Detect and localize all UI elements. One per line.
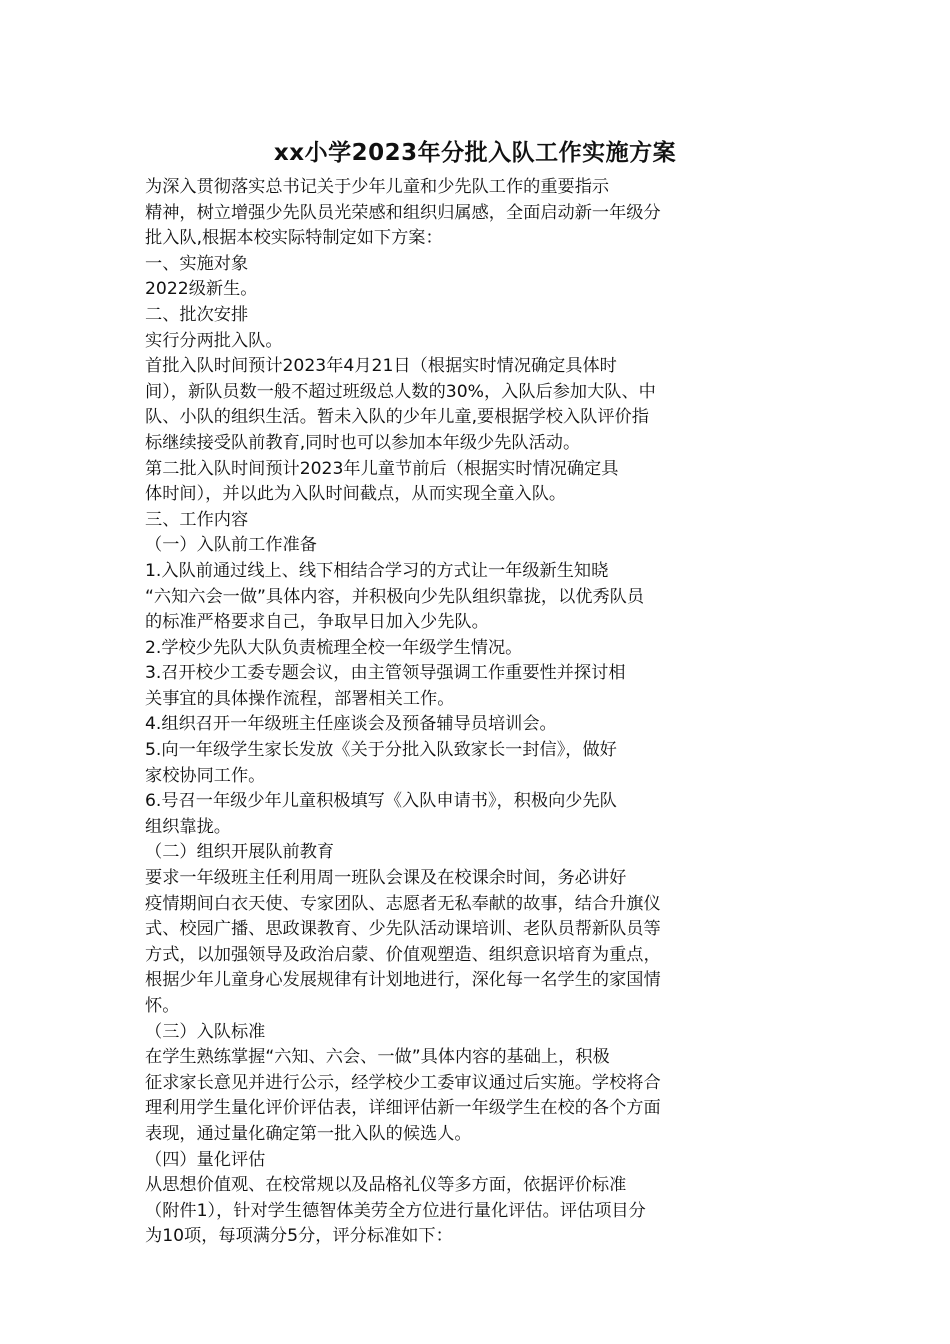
body-line: 2022级新生。 [145, 279, 258, 300]
body-line: 一、实施对象 [145, 253, 249, 274]
body-line: 要求一年级班主任利用周一班队会课及在校课余时间，务必讲好 [145, 868, 627, 889]
body-line: 标继续接受队前教育,同时也可以参加本年级少先队活动。 [145, 432, 581, 453]
body-line: 队、小队的组织生活。暂未入队的少年儿童,要根据学校入队评价指 [145, 407, 649, 428]
body-line: 的标准严格要求自己，争取早日加入少先队。 [145, 612, 489, 633]
body-line: 为10项，每项满分5分，评分标准如下： [145, 1226, 453, 1247]
body-line: 二、批次安排 [145, 304, 249, 325]
body-line: 疫情期间白衣天使、专家团队、志愿者无私奉献的故事，结合升旗仪 [145, 893, 661, 914]
body-line: 表现，通过量化确定第一批入队的候选人。 [145, 1123, 472, 1144]
body-line: （附件1），针对学生德智体美劳全方位进行量化评估。评估项目分 [145, 1200, 646, 1221]
body-line: 方式，以加强领导及政治启蒙、价值观塑造、组织意识培育为重点， [145, 944, 661, 965]
body-line: （四）量化评估 [145, 1149, 266, 1170]
body-line: 4.组织召开一年级班主任座谈会及预备辅导员培训会。 [145, 714, 557, 735]
body-line: 间），新队员数一般不超过班级总人数的30%，入队后参加大队、中 [145, 381, 656, 402]
body-line: 理利用学生量化评价评估表，详细评估新一年级学生在校的各个方面 [145, 1098, 661, 1119]
body-line: 式、校园广播、思政课教育、少先队活动课培训、老队员帮新队员等 [145, 919, 661, 940]
body-line: 5.向一年级学生家长发放《关于分批入队致家长一封信》，做好 [145, 740, 617, 761]
body-line: 关事宜的具体操作流程，部署相关工作。 [145, 688, 455, 709]
body-line: 三、工作内容 [145, 509, 249, 530]
body-line: 6.号召一年级少年儿童积极填写《入队申请书》，积极向少先队 [145, 791, 617, 812]
body-line: 从思想价值观、在校常规以及品格礼仪等多方面，依据评价标准 [145, 1175, 627, 1196]
body-line: 首批入队时间预计2023年4月21日（根据实时情况确定具体时 [145, 356, 617, 377]
body-line: “六知六会一做”具体内容，并积极向少先队组织靠拢，以优秀队员 [145, 586, 645, 607]
body-line: 怀。 [145, 996, 180, 1016]
body-line: 精神，树立增强少先队员光荣感和组织归属感，全面启动新一年级分 [145, 202, 661, 223]
body-line: 根据少年儿童身心发展规律有计划地进行，深化每一名学生的家国情 [145, 970, 661, 991]
body-line: 第二批入队时间预计2023年儿童节前后（根据实时情况确定具 [145, 458, 619, 479]
document-title: xx小学2023年分批入队工作实施方案 [273, 140, 677, 166]
body-line: 2.学校少先队大队负责梳理全校一年级学生情况。 [145, 637, 523, 658]
body-line: 1.入队前通过线上、线下相结合学习的方式让一年级新生知晓 [145, 560, 609, 581]
body-line: 批入队,根据本校实际特制定如下方案： [145, 228, 443, 249]
body-line: （三）入队标准 [145, 1021, 266, 1042]
body-line: 在学生熟练掌握“六知、六会、一做”具体内容的基础上，积极 [145, 1047, 610, 1068]
document-body [145, 175, 735, 1250]
body-line: 实行分两批入队。 [145, 330, 283, 351]
body-line: 为深入贯彻落实总书记关于少年儿童和少先队工作的重要指示 [145, 177, 610, 197]
body-line: 征求家长意见并进行公示，经学校少工委审议通过后实施。学校将合 [145, 1072, 661, 1093]
body-line: （一）入队前工作准备 [145, 535, 317, 556]
body-line: （二）组织开展队前教育 [145, 842, 335, 863]
body-line: 家校协同工作。 [145, 765, 266, 786]
body-line: 体时间），并以此为入队时间截点，从而实现全童入队。 [145, 484, 567, 505]
body-line: 3.召开校少工委专题会议，由主管领导强调工作重要性并探讨相 [145, 663, 626, 684]
body-line: 组织靠拢。 [145, 816, 231, 837]
